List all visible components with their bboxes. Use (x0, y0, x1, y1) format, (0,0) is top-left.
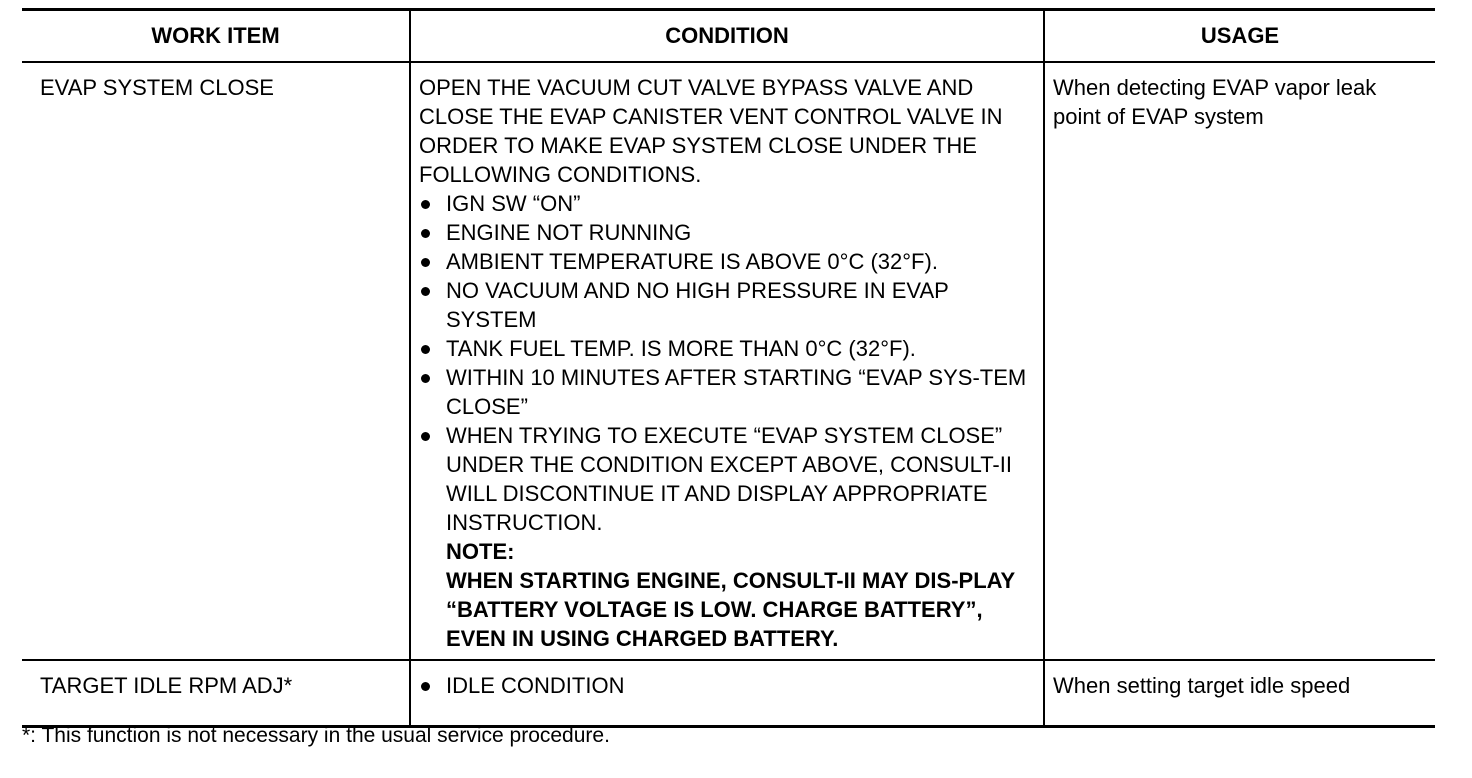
usage-cell: When detecting EVAP vapor leak point of EVAP system (1044, 62, 1435, 660)
table-row (22, 62, 1435, 660)
table-header-row (22, 10, 1435, 63)
condition-list (419, 189, 1035, 537)
condition-item: WHEN TRYING TO EXECUTE “EVAP SYSTEM CLOSE” UNDER THE CONDITION EXCEPT ABOVE, CONSULT-II WILL DISCONTINUE IT AND DISPLAY APPROPRIATE INSTRUCTION. (419, 421, 1035, 537)
condition-list (419, 671, 1035, 700)
condition-description: OPEN THE VACUUM CUT VALVE BYPASS VALVE AND CLOSE THE EVAP CANISTER VENT CONTROL VALVE IN ORDER TO MAKE EVAP SYSTEM CLOSE UNDER THE FOLLOWING CONDITIONS. (419, 75, 1003, 187)
work-item-cell: EVAP SYSTEM CLOSE (22, 62, 410, 660)
note-label: NOTE: (446, 539, 515, 564)
work-item-cell: TARGET IDLE RPM ADJ* (22, 660, 410, 727)
note-block (419, 537, 1035, 653)
bullet-icon (421, 374, 430, 383)
condition-item: IGN SW “ON” (419, 189, 1035, 218)
bullet-icon (421, 258, 430, 267)
condition-item: WITHIN 10 MINUTES AFTER STARTING “EVAP SYS-TEM CLOSE” (419, 363, 1035, 421)
bullet-icon (421, 229, 430, 238)
bullet-icon (421, 345, 430, 354)
condition-cell (410, 62, 1044, 660)
bullet-icon (421, 682, 430, 691)
condition-cell (410, 660, 1044, 727)
bullet-icon (421, 432, 430, 441)
condition-item: AMBIENT TEMPERATURE IS ABOVE 0°C (32°F). (419, 247, 1035, 276)
condition-item: NO VACUUM AND NO HIGH PRESSURE IN EVAP SYSTEM (419, 276, 1035, 334)
condition-item: IDLE CONDITION (419, 671, 1035, 700)
work-item-table (22, 8, 1435, 728)
header-usage: USAGE (1044, 10, 1435, 63)
table-row (22, 660, 1435, 727)
usage-cell: When setting target idle speed (1044, 660, 1435, 727)
header-work-item: WORK ITEM (22, 10, 410, 63)
condition-item: ENGINE NOT RUNNING (419, 218, 1035, 247)
bullet-icon (421, 200, 430, 209)
footnote: *: This function is not necessary in the usual service procedure. (22, 724, 610, 747)
condition-item: TANK FUEL TEMP. IS MORE THAN 0°C (32°F). (419, 334, 1035, 363)
bullet-icon (421, 287, 430, 296)
header-condition: CONDITION (410, 10, 1044, 63)
note-text: WHEN STARTING ENGINE, CONSULT-II MAY DIS-PLAY “BATTERY VOLTAGE IS LOW. CHARGE BATTERY”, EVEN IN USING CHARGED BATTERY. (446, 568, 1015, 651)
